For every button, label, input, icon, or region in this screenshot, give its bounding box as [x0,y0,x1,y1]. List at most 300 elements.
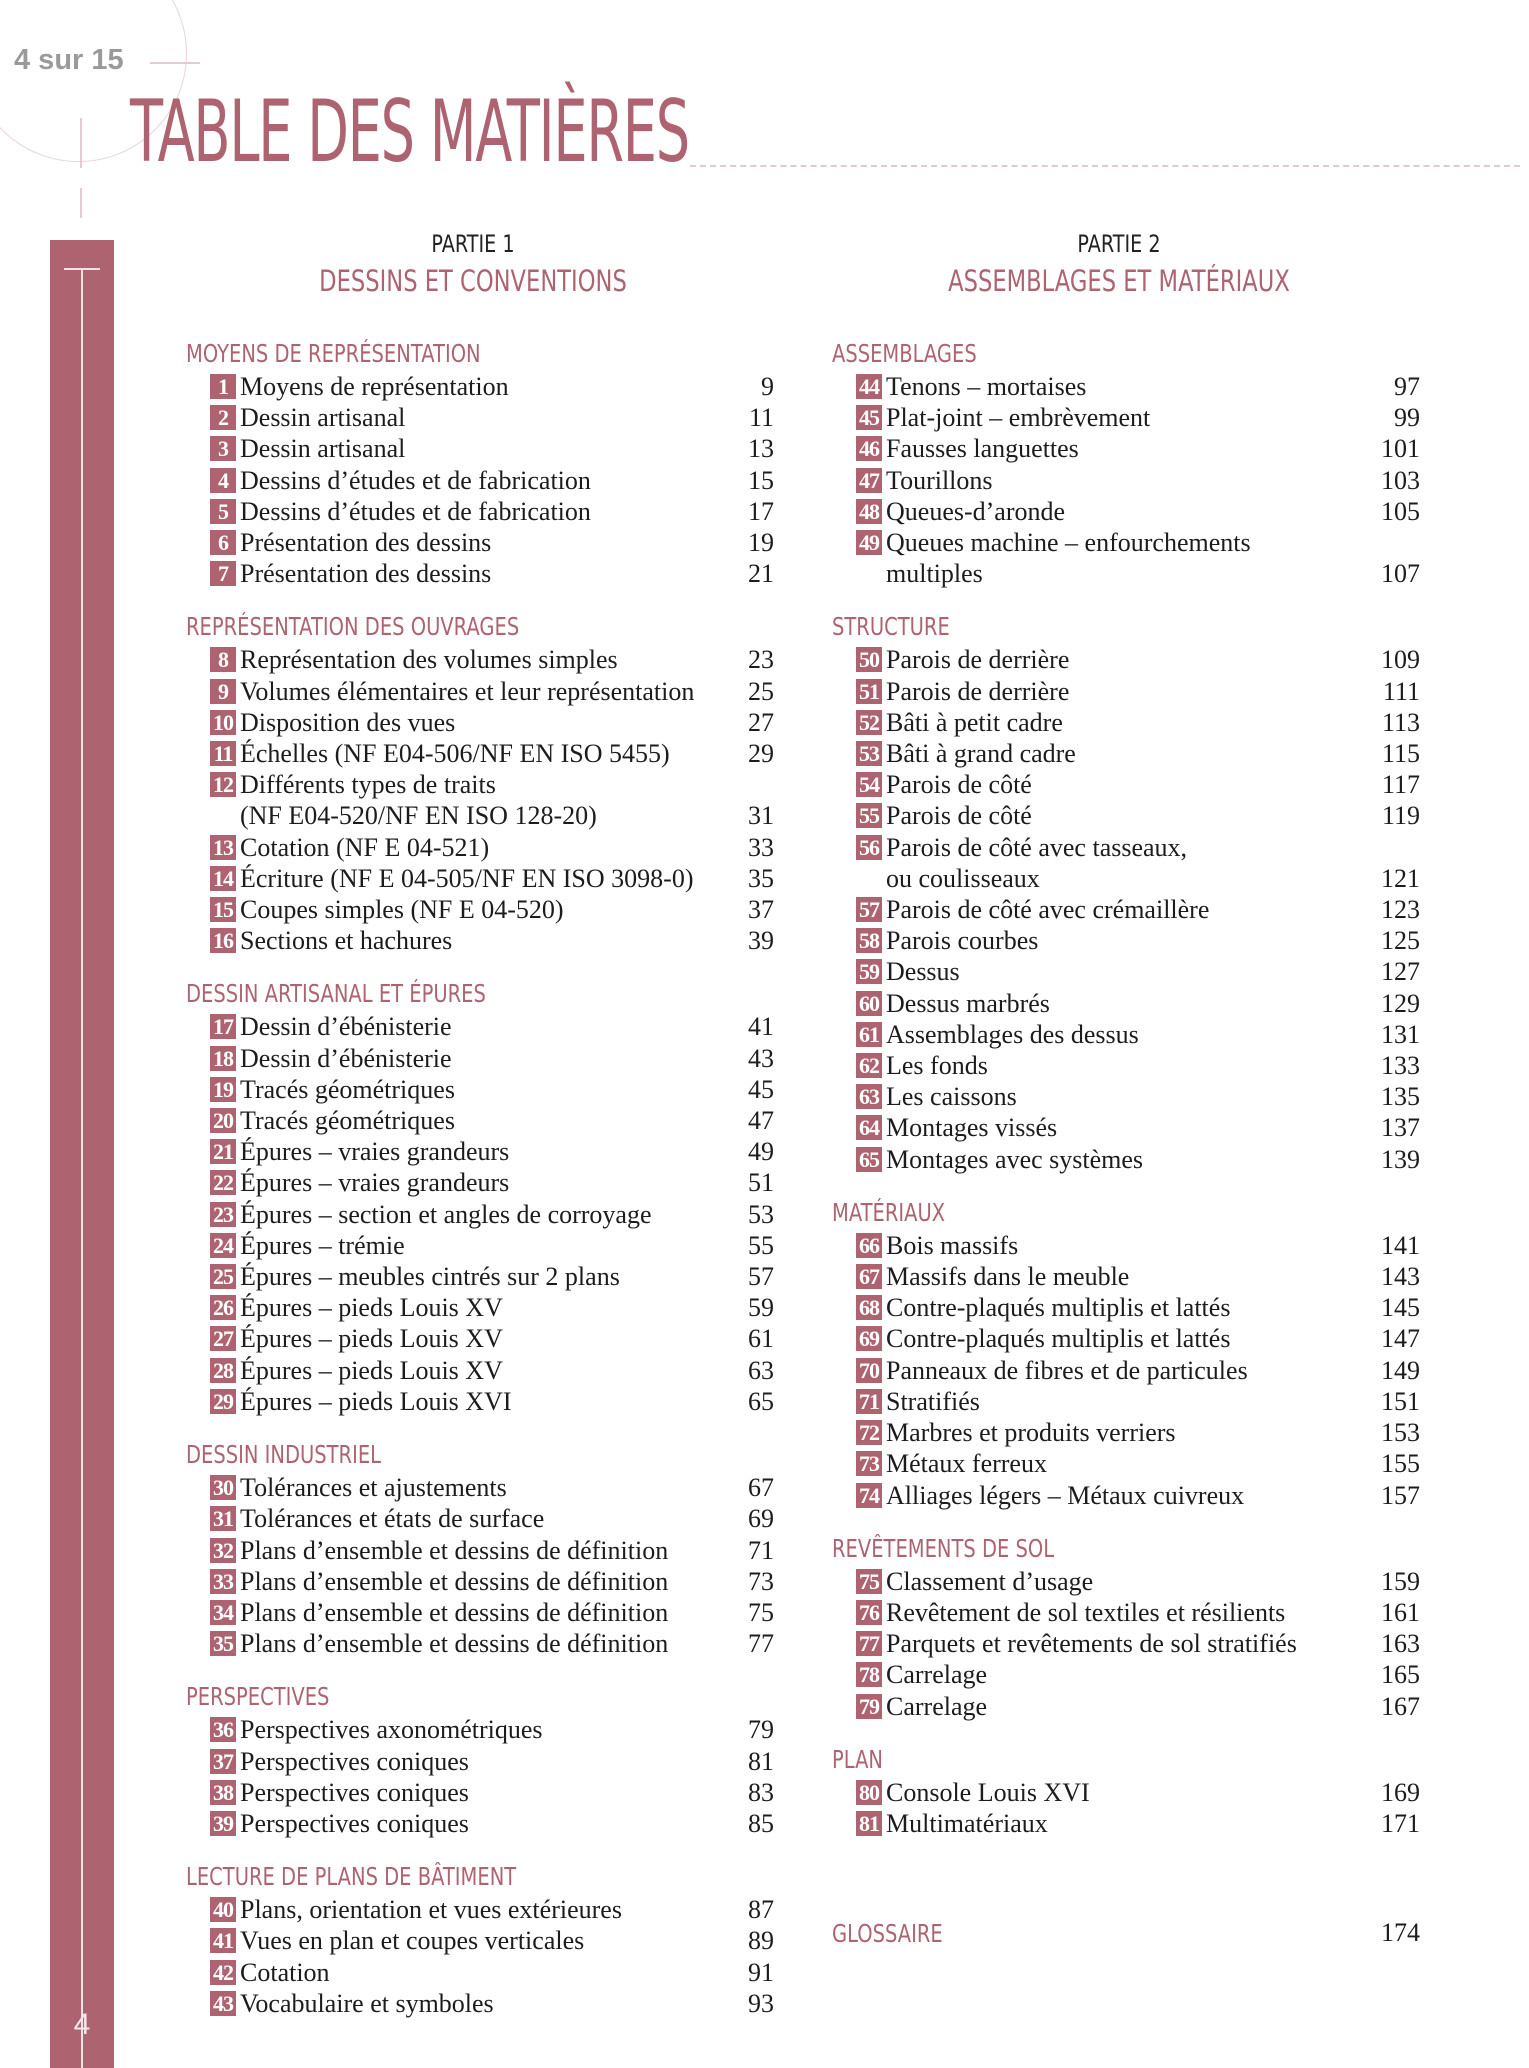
entry-label-block [240,1714,714,1745]
toc-entry[interactable] [186,1105,774,1136]
toc-entry[interactable] [186,925,774,956]
entry-label-block [886,738,1360,769]
chapter-number-badge: 36 [210,1717,236,1742]
entry-label: Tenons – mortaises [886,372,1087,401]
entry-page: 81 [748,1746,774,1776]
toc-entry[interactable] [186,1597,774,1628]
entry-page: 11 [748,403,774,433]
entry-label: Moyens de représentation [240,372,509,401]
entry-label: Revêtement de sol textiles et résilients [886,1597,1286,1627]
entry-page: 9 [761,372,774,401]
decorative-line [80,188,82,218]
chapter-number-badge: 38 [210,1780,236,1805]
toc-entry[interactable] [832,1050,1420,1081]
entry-page: 15 [748,465,774,495]
toc-entry[interactable] [186,1535,774,1566]
entry-label-block [240,433,714,464]
chapter-number-badge: 37 [210,1749,236,1774]
toc-entry[interactable] [832,769,1420,800]
entry-page: 165 [1381,1660,1420,1690]
entry-label-block [240,1074,714,1105]
toc-entry[interactable] [186,644,774,675]
entry-label: Parois de côté [886,770,1032,800]
entry-label-block [886,1112,1360,1143]
entry-label-block [886,956,1360,987]
toc-entry[interactable] [186,863,774,894]
chapter-number-badge: 47 [856,468,882,493]
toc-entry[interactable] [186,1503,774,1534]
chapter-number-badge: 60 [856,991,882,1016]
toc-entry[interactable] [186,1074,774,1105]
entry-label-block [240,1261,714,1292]
entry-label: Présentation des dessins [240,528,492,558]
entry-label-block [886,1628,1360,1659]
entry-page: 75 [748,1597,774,1627]
toc-section [186,338,774,589]
toc-entry[interactable] [832,1292,1420,1323]
toc-entry[interactable] [186,1043,774,1074]
chapter-number-badge: 54 [856,772,882,797]
entry-label: Fausses languettes [886,434,1079,464]
entry-label: Échelles (NF E04-506/NF EN ISO 5455) [240,739,670,769]
chapter-number-badge: 25 [210,1264,236,1289]
entry-page: 135 [1381,1082,1420,1112]
entry-label-block [240,1503,714,1534]
toc-entry[interactable] [186,1230,774,1261]
toc-entry[interactable] [186,1323,774,1354]
entry-label: Différents types de traits [240,770,496,800]
toc-section [832,611,1420,1174]
entry-page: 47 [748,1106,774,1136]
toc-entry[interactable] [186,738,774,769]
entry-page: 79 [748,1715,774,1745]
entry-label: Perspectives axonométriques [240,1715,543,1745]
entry-label-continued: ou coulisseaux [886,863,1040,893]
chapter-number-badge: 59 [856,959,882,984]
chapter-number-badge: 40 [210,1897,236,1922]
entry-page: 49 [748,1137,774,1167]
toc-entry[interactable] [186,371,774,402]
entry-label-block [240,1199,714,1230]
entry-label: Cotation (NF E 04-521) [240,832,490,862]
toc-entry[interactable] [186,465,774,496]
entry-page: 109 [1381,645,1420,675]
chapter-number-badge: 77 [856,1631,882,1656]
toc-entry[interactable] [832,1230,1420,1261]
entry-label-block [886,465,1360,496]
entry-page: 103 [1381,465,1420,495]
toc-entry[interactable] [186,1628,774,1659]
toc-entry[interactable] [186,433,774,464]
entry-label: Épures – pieds Louis XV [240,1324,503,1354]
entry-label: Disposition des vues [240,707,456,737]
toc-entry[interactable] [186,1894,774,1925]
part-heading [839,228,1399,300]
section-title: DESSIN ARTISANAL ET ÉPURES [186,979,486,1009]
page-indicator: 4 sur 15 [14,44,124,76]
entry-label: Perspectives coniques [240,1746,469,1776]
entry-page: 125 [1381,926,1420,956]
entry-label-block [240,1566,714,1597]
toc-section [186,1861,774,2019]
chapter-number-badge: 58 [856,928,882,953]
toc-entry[interactable] [832,1597,1420,1628]
chapter-number-badge: 19 [210,1077,236,1102]
toc-entry[interactable] [186,1988,774,2019]
toc-entry[interactable] [832,465,1420,496]
entry-label: Vocabulaire et symboles [240,1988,494,2018]
entry-label: Parois de derrière [886,645,1070,675]
entry-page: 101 [1381,434,1420,464]
toc-entry[interactable] [832,956,1420,987]
part-heading [193,228,753,300]
chapter-number-badge: 42 [210,1960,236,1985]
toc-entry[interactable] [186,1714,774,1745]
toc-entry[interactable] [832,1777,1420,1808]
toc-entry[interactable] [832,800,1420,831]
entry-page: 159 [1381,1566,1420,1596]
section-title: MATÉRIAUX [832,1197,946,1227]
toc-entry[interactable] [832,402,1420,433]
entry-page: 37 [748,895,774,925]
toc-entry[interactable] [832,1566,1420,1597]
toc-entry[interactable] [832,925,1420,956]
chapter-number-badge: 9 [210,679,236,704]
entry-page: 35 [748,863,774,893]
entry-label-block [240,1355,714,1386]
entry-page: 21 [748,559,774,589]
toc-section [832,1744,1420,1839]
entry-label-block [886,1417,1360,1448]
entry-label: Tolérances et états de surface [240,1504,545,1534]
toc-entry[interactable] [832,1386,1420,1417]
entry-page: 149 [1381,1355,1420,1385]
entry-label: Perspectives coniques [240,1777,469,1807]
chapter-number-badge: 16 [210,928,236,953]
entry-label-block [886,1808,1360,1839]
toc-entry[interactable] [186,1355,774,1386]
entry-label: Tourillons [886,465,993,495]
toc-entry[interactable] [832,894,1420,925]
toc-entry[interactable] [832,433,1420,464]
entry-page: 123 [1381,895,1420,925]
chapter-number-badge: 45 [856,405,882,430]
entry-label-block [240,1292,714,1323]
entry-label-block [240,925,714,956]
entry-label: Parois de côté avec crémaillère [886,895,1210,925]
chapter-number-badge: 29 [210,1389,236,1414]
toc-entry[interactable] [186,1777,774,1808]
toc-entry[interactable] [832,1691,1420,1722]
entry-label-block [886,1292,1360,1323]
chapter-number-badge: 6 [210,530,236,555]
entry-label: Alliages légers – Métaux cuivreux [886,1480,1245,1510]
chapter-number-badge: 66 [856,1233,882,1258]
toc-entry[interactable] [832,1081,1420,1112]
entry-label-block [886,769,1360,800]
entry-page: 59 [748,1293,774,1323]
chapter-number-badge: 64 [856,1115,882,1140]
entry-page: 41 [748,1012,774,1042]
entry-label: Vues en plan et coupes verticales [240,1926,585,1956]
entry-page: 87 [748,1895,774,1925]
entry-page: 33 [748,832,774,862]
section-title: MOYENS DE REPRÉSENTATION [186,339,481,368]
toc-entry[interactable] [186,1746,774,1777]
chapter-number-badge: 22 [210,1170,236,1195]
chapter-number-badge: 3 [210,436,236,461]
entry-label-block [886,1355,1360,1386]
entry-label-block [240,894,714,925]
entry-label: Stratifiés [886,1386,980,1416]
entry-label-block [240,1043,714,1074]
toc-entry[interactable] [186,1167,774,1198]
toc-entry[interactable] [832,1112,1420,1143]
toc-entry[interactable] [832,1019,1420,1050]
entry-label: Console Louis XVI [886,1777,1090,1807]
entry-page: 73 [748,1566,774,1596]
entry-label-block [240,1230,714,1261]
entry-label-block [240,1105,714,1136]
section-title: REVÊTEMENTS DE SOL [832,1533,1055,1563]
entry-label: Plans d’ensemble et dessins de définition [240,1535,669,1565]
toc-entry[interactable] [186,1472,774,1503]
entry-label: Épures – vraies grandeurs [240,1137,510,1167]
toc-entry[interactable] [832,707,1420,738]
toc-entry[interactable] [832,371,1420,402]
toc-entry[interactable] [186,1386,774,1417]
entry-label-block [240,1011,714,1042]
entry-label-block [240,1472,714,1503]
toc-entry[interactable] [832,1628,1420,1659]
chapter-number-badge: 74 [856,1483,882,1508]
toc-entry[interactable] [832,1480,1420,1511]
toc-entry[interactable] [186,676,774,707]
entry-page: 155 [1381,1449,1420,1479]
toc-entry[interactable] [186,769,774,831]
entry-label-block [240,1808,714,1839]
chapter-number-badge: 26 [210,1295,236,1320]
entry-page: 137 [1381,1113,1420,1143]
chapter-number-badge: 18 [210,1046,236,1071]
entry-label-block [240,707,714,738]
entry-label-block [240,1777,714,1808]
entry-page: 161 [1381,1597,1420,1627]
entry-label-block [886,1448,1360,1479]
entry-page: 67 [748,1473,774,1503]
toc-entry[interactable] [832,738,1420,769]
glossary-page: 174 [1381,1918,1420,1947]
entry-page: 145 [1381,1293,1420,1323]
entry-label-block [240,371,714,402]
chapter-number-badge: 5 [210,499,236,524]
toc-entry[interactable] [832,1659,1420,1690]
toc-section [832,338,1420,589]
chapter-number-badge: 75 [856,1569,882,1594]
entry-label: Épures – pieds Louis XVI [240,1386,512,1416]
toc-entry[interactable] [186,496,774,527]
toc-entry[interactable] [186,1136,774,1167]
entry-label-block [240,527,714,558]
entry-label: Parquets et revêtements de sol stratifiés [886,1629,1297,1659]
toc-entry[interactable] [832,1261,1420,1292]
part-label: PARTIE 1 [431,230,515,258]
entry-label-block [886,800,1360,831]
toc-entry[interactable] [832,1808,1420,1839]
entry-label-block [886,1230,1360,1261]
toc-entry[interactable] [832,1323,1420,1354]
entry-label-block [886,1597,1360,1628]
entry-label-block [886,1659,1360,1690]
entry-page: 69 [748,1504,774,1534]
chapter-number-badge: 15 [210,897,236,922]
toc-entry[interactable] [186,1925,774,1956]
section-title: STRUCTURE [832,612,950,642]
entry-label: Dessins d’études et de fabrication [240,465,591,495]
entry-page: 163 [1381,1629,1420,1659]
toc-entry[interactable] [832,527,1420,589]
chapter-number-badge: 20 [210,1108,236,1133]
entry-page: 133 [1381,1051,1420,1081]
chapter-number-badge: 41 [210,1928,236,1953]
sidebar-rule [81,268,83,2068]
chapter-number-badge: 34 [210,1600,236,1625]
entry-label-block [886,433,1360,464]
sidebar-rule [64,268,100,270]
toc-entry[interactable] [832,1144,1420,1175]
entry-label: Parois de côté [886,801,1032,831]
entry-page: 43 [748,1043,774,1073]
entry-label: Tracés géométriques [240,1106,455,1136]
entry-page: 63 [748,1355,774,1385]
toc-column-part-1 [186,338,774,2041]
entry-label-block [240,1628,714,1659]
part-title: DESSINS ET CONVENTIONS [319,264,627,298]
entry-label: Dessin artisanal [240,403,406,433]
entry-label-block [886,1050,1360,1081]
entry-page: 13 [748,434,774,464]
entry-label: Parois de derrière [886,676,1070,706]
toc-entry[interactable] [186,558,774,589]
entry-page: 151 [1381,1386,1420,1416]
entry-label-block [240,676,714,707]
entry-page: 93 [748,1988,774,2018]
entry-label: Carrelage [886,1660,988,1690]
entry-page: 121 [1381,863,1420,893]
entry-label: Montages vissés [886,1113,1058,1143]
entry-label-block [240,1167,714,1198]
entry-label-block [240,1957,714,1988]
chapter-number-badge: 73 [856,1451,882,1476]
entry-label-continued: (NF E04-520/NF EN ISO 128-20) [240,801,597,831]
entry-page: 25 [748,676,774,706]
chapter-number-badge: 1 [210,374,236,399]
entry-label: Plans d’ensemble et dessins de définition [240,1566,669,1596]
toc-entry[interactable] [832,1448,1420,1479]
chapter-number-badge: 50 [856,647,882,672]
entry-page: 31 [748,801,774,831]
entry-label-block [886,925,1360,956]
entry-label: Queues-d’aronde [886,496,1066,526]
entry-page: 143 [1381,1262,1420,1292]
toc-entry[interactable] [186,527,774,558]
page-number: 4 [73,2008,91,2041]
toc-entry[interactable] [832,676,1420,707]
toc-entry[interactable] [186,402,774,433]
entry-page: 97 [1394,372,1420,401]
toc-entry[interactable] [832,1355,1420,1386]
entry-label: Écriture (NF E 04-505/NF EN ISO 3098-0) [240,863,694,893]
entry-label: Bâti à grand cadre [886,739,1076,769]
entry-page: 53 [748,1199,774,1229]
chapter-number-badge: 69 [856,1326,882,1351]
entry-page: 131 [1381,1019,1420,1049]
entry-page: 169 [1381,1777,1420,1807]
section-title: PERSPECTIVES [186,1682,330,1712]
toc-entry[interactable] [186,707,774,738]
entry-label-block [886,707,1360,738]
toc-entry[interactable] [186,1199,774,1230]
toc-entry[interactable] [186,1808,774,1839]
chapter-number-badge: 31 [210,1506,236,1531]
toc-entry[interactable] [832,1417,1420,1448]
chapter-number-badge: 32 [210,1538,236,1563]
toc-entry[interactable] [186,1261,774,1292]
toc-entry[interactable] [832,496,1420,527]
toc-entry[interactable] [832,832,1420,894]
entry-label-block [240,863,714,894]
entry-page: 91 [748,1957,774,1987]
toc-entry[interactable] [186,1011,774,1042]
chapter-number-badge: 56 [856,835,882,860]
section-title: LECTURE DE PLANS DE BÂTIMENT [186,1862,517,1892]
section-title: REPRÉSENTATION DES OUVRAGES [186,612,520,642]
entry-page: 61 [748,1324,774,1354]
entry-label: Massifs dans le meuble [886,1262,1130,1292]
entry-label: Plans, orientation et vues extérieures [240,1895,622,1925]
entry-label: Les fonds [886,1051,988,1081]
entry-label-block [240,465,714,496]
entry-label-block [240,1323,714,1354]
chapter-number-badge: 65 [856,1147,882,1172]
entry-label-block [886,676,1360,707]
toc-entry[interactable] [186,1957,774,1988]
toc-entry[interactable] [186,1292,774,1323]
glossary-entry[interactable] [832,1918,1420,1948]
entry-label: Dessin artisanal [240,434,406,464]
chapter-number-badge: 62 [856,1053,882,1078]
entry-label: Métaux ferreux [886,1449,1047,1479]
entry-label-block [240,644,714,675]
toc-entry[interactable] [832,644,1420,675]
entry-label: Parois courbes [886,926,1039,956]
chapter-number-badge: 44 [856,374,882,399]
toc-entry[interactable] [832,988,1420,1019]
toc-entry[interactable] [186,832,774,863]
entry-label: Épures – vraies grandeurs [240,1168,510,1198]
entry-page: 71 [748,1535,774,1565]
entry-label-block [886,371,1360,402]
chapter-number-badge: 51 [856,679,882,704]
toc-entry[interactable] [186,894,774,925]
toc-entry[interactable] [186,1566,774,1597]
entry-page: 147 [1381,1324,1420,1354]
chapter-number-badge: 49 [856,530,882,555]
entry-page: 89 [748,1926,774,1956]
entry-page: 19 [748,528,774,558]
entry-label: Volumes élémentaires et leur représentation [240,676,695,706]
entry-label-block [886,1566,1360,1597]
